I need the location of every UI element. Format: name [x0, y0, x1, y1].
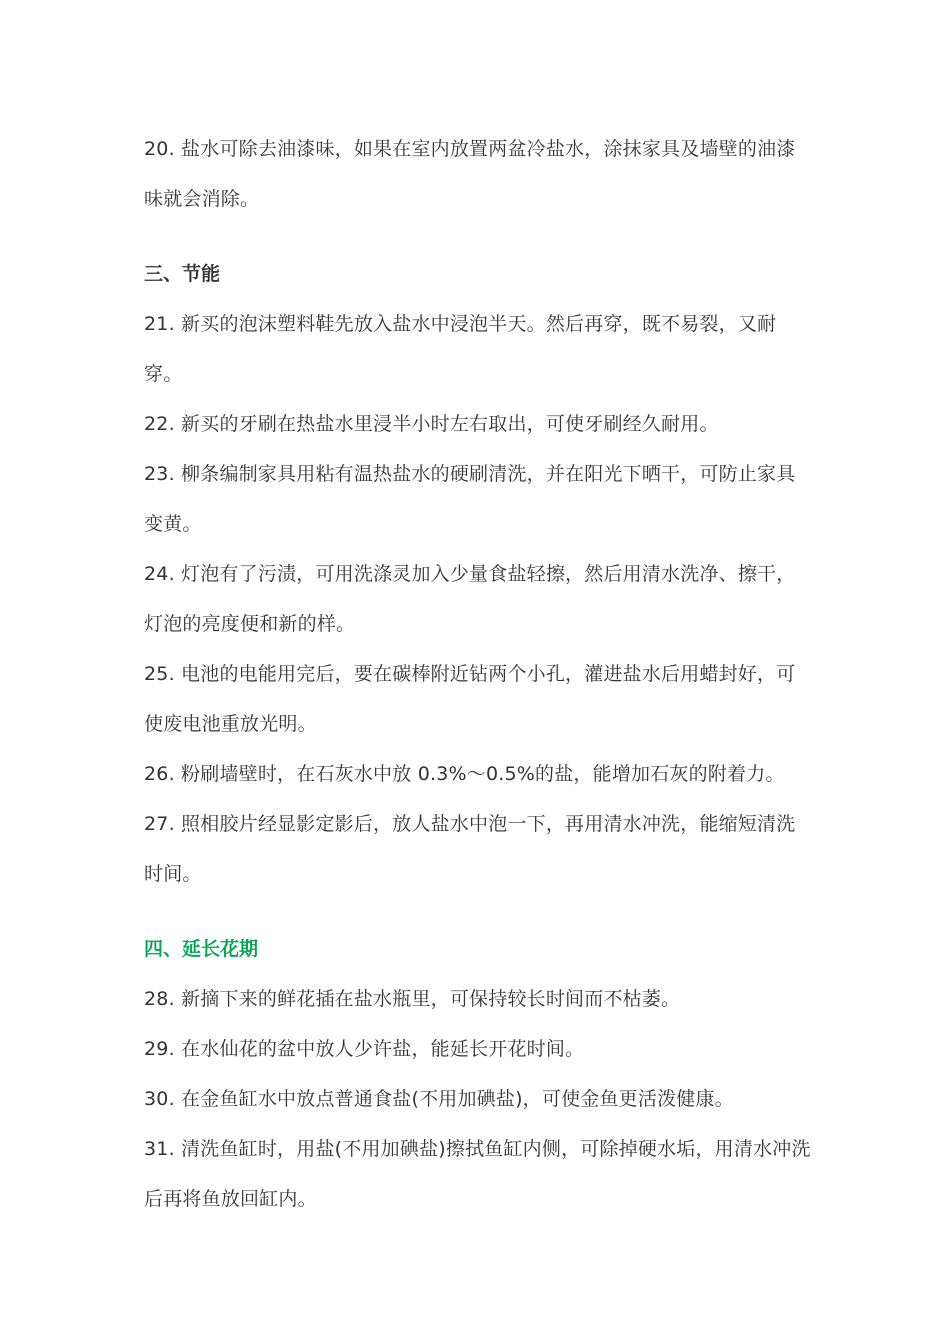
- list-item-31: 31. 清洗鱼缸时，用盐(不用加碘盐)擦拭鱼缸内侧，可除掉硬水垢，用清水冲洗后再将鱼放回缸内。: [144, 1138, 811, 1210]
- list-item-22: 22. 新买的牙刷在热盐水里浸半小时左右取出，可使牙刷经久耐用。: [144, 413, 719, 435]
- list-item-25: 25. 电池的电能用完后，要在碳棒附近钻两个小孔，灌进盐水后用蜡封好，可使废电池重放光明。: [144, 663, 796, 735]
- section-gap: [144, 899, 812, 924]
- list-item-24: 24. 灯泡有了污渍，可用洗涤灵加入少量食盐轻擦，然后用清水洗净、擦干，灯泡的亮度便和新的样。: [144, 563, 796, 635]
- list-item-30: 30. 在金鱼缸水中放点普通食盐(不用加碘盐)，可使金鱼更活泼健康。: [144, 1088, 734, 1110]
- list-item-27: 27. 照相胶片经显影定影后，放人盐水中泡一下，再用清水冲洗，能缩短清洗时间。: [144, 813, 796, 885]
- section-heading-energy-saving: 三、节能: [144, 263, 221, 285]
- list-item-21: 21. 新买的泡沫塑料鞋先放入盐水中浸泡半天。然后再穿，既不易裂，又耐穿。: [144, 313, 777, 385]
- list-item-20: 20. 盐水可除去油漆味，如果在室内放置两盆冷盐水，涂抹家具及墙壁的油漆味就会消除。: [144, 138, 796, 210]
- list-item-28: 28. 新摘下来的鲜花插在盐水瓶里，可保持较长时间而不枯萎。: [144, 988, 681, 1010]
- section-gap: [144, 224, 812, 249]
- document-page: [144, 124, 812, 1224]
- section-heading-extend-flowering: 四、延长花期: [144, 938, 259, 960]
- list-item-29: 29. 在水仙花的盆中放人少许盐，能延长开花时间。: [144, 1038, 585, 1060]
- list-item-26: 26. 粉刷墙壁时，在石灰水中放 0.3%～0.5%的盐，能增加石灰的附着力。: [144, 763, 785, 785]
- list-item-23: 23. 柳条编制家具用粘有温热盐水的硬刷清洗，并在阳光下晒干，可防止家具变黄。: [144, 463, 796, 535]
